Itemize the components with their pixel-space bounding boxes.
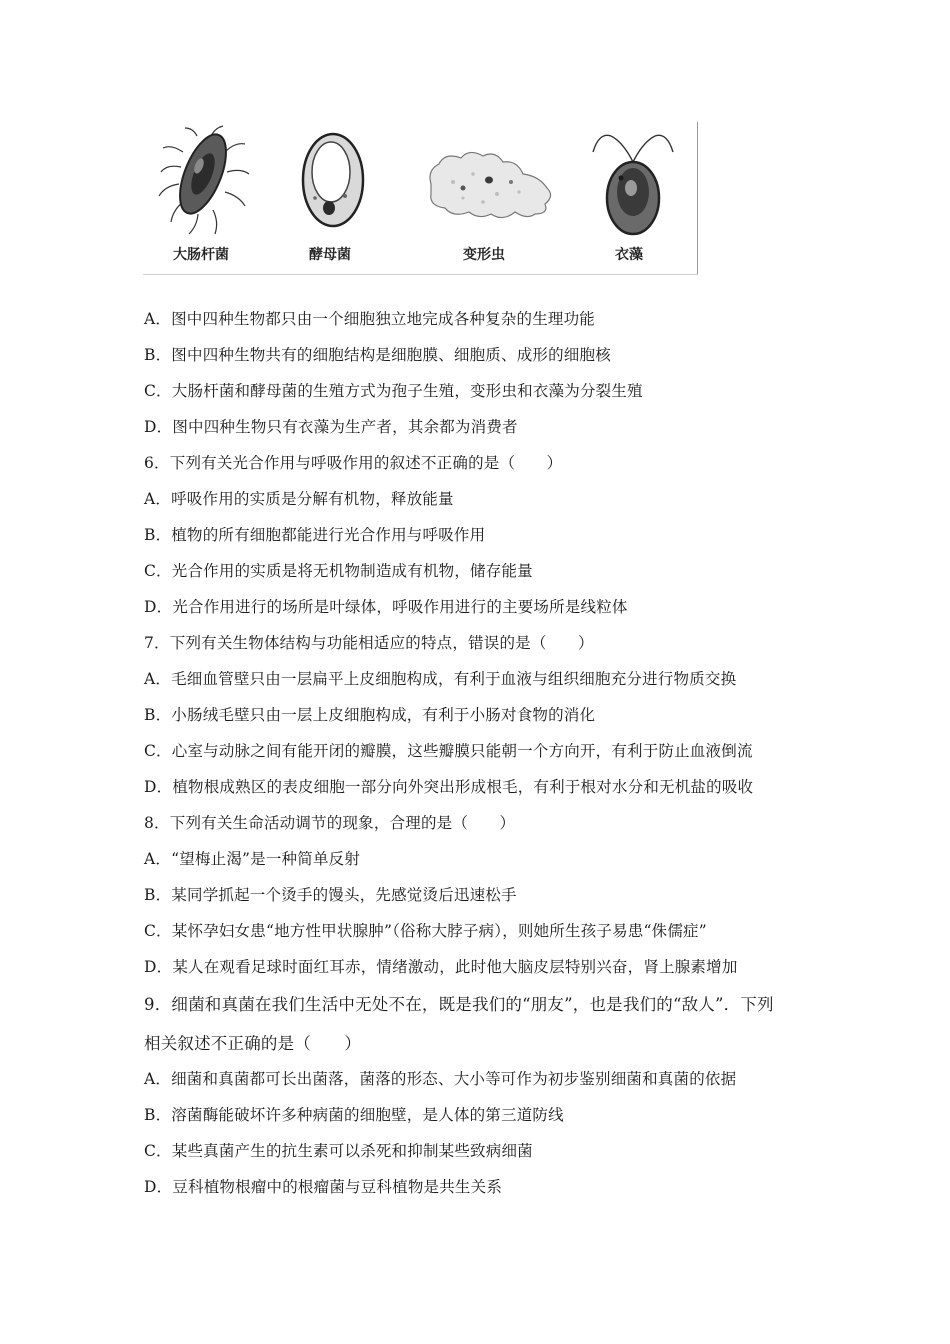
- q6-option-c: C．光合作用的实质是将无机物制造成有机物，储存能量: [144, 562, 533, 580]
- chlamydomonas-icon: [583, 122, 683, 242]
- q9-option-b: B．溶菌酶能破坏许多种病菌的细胞壁，是人体的第三道防线: [144, 1106, 564, 1124]
- yeast-cell-icon: [293, 122, 383, 242]
- q9-option-c: C．某些真菌产生的抗生素可以杀死和抑制某些致病细菌: [144, 1142, 533, 1160]
- organism-yeast: [293, 122, 383, 275]
- q5-option-a: A．图中四种生物都只由一个细胞独立地完成各种复杂的生理功能: [144, 310, 595, 328]
- q8-option-c: C．某怀孕妇女患“地方性甲状腺肿”（俗称大脖子病），则她所生孩子易患“侏儒症”: [144, 922, 707, 940]
- q8-option-d: D．某人在观看足球时面红耳赤，情绪激动，此时他大脑皮层特别兴奋，肾上腺素增加: [144, 958, 738, 976]
- q6-option-b: B．植物的所有细胞都能进行光合作用与呼吸作用: [144, 526, 486, 544]
- q9-stem-line2: 相关叙述不正确的是（ ）: [144, 1034, 362, 1053]
- q5-option-b: B．图中四种生物共有的细胞结构是细胞膜、细胞质、成形的细胞核: [144, 346, 611, 364]
- q5-option-c: C．大肠杆菌和酵母菌的生殖方式为孢子生殖，变形虫和衣藻为分裂生殖: [144, 382, 643, 400]
- organism-label: 酵母菌: [309, 247, 351, 263]
- q9-stem-line1: 9．细菌和真菌在我们生活中无处不在，既是我们的“朋友”，也是我们的“敌人”．下列: [144, 995, 774, 1014]
- q7-option-a: A．毛细血管壁只由一层扁平上皮细胞构成，有利于血液与组织细胞充分进行物质交换: [144, 670, 737, 688]
- organism-chlamydomonas: [583, 122, 683, 275]
- q6-option-a: A．呼吸作用的实质是分解有机物，释放能量: [144, 490, 454, 508]
- q7-option-c: C．心室与动脉之间有能开闭的瓣膜，这些瓣膜只能朝一个方向开，有利于防止血液倒流: [144, 742, 753, 760]
- q9-option-d: D．豆科植物根瘤中的根瘤菌与豆科植物是共生关系: [144, 1178, 503, 1196]
- organism-label: 衣藻: [615, 247, 643, 263]
- q8-option-b: B．某同学抓起一个烫手的馒头，先感觉烫后迅速松手: [144, 886, 517, 904]
- q6-stem: 6．下列有关光合作用与呼吸作用的叙述不正确的是（ ）: [144, 454, 563, 472]
- q8-stem: 8．下列有关生命活动调节的现象，合理的是（ ）: [144, 814, 516, 832]
- amoeba-icon: [423, 122, 558, 242]
- organism-label: 大肠杆菌: [173, 247, 229, 263]
- q8-option-a: A．“望梅止渴”是一种简单反射: [144, 850, 361, 868]
- q5-option-d: D．图中四种生物只有衣藻为生产者，其余都为消费者: [144, 418, 518, 436]
- q7-option-b: B．小肠绒毛壁只由一层上皮细胞构成，有利于小肠对食物的消化: [144, 706, 596, 724]
- e-coli-bacterium-icon: [153, 122, 263, 242]
- organism-e-coli: [153, 122, 263, 275]
- q7-stem: 7．下列有关生物体结构与功能相适应的特点，错误的是（ ）: [144, 634, 594, 652]
- figure-border: [697, 122, 698, 275]
- organism-label: 变形虫: [463, 247, 505, 263]
- q9-option-a: A．细菌和真菌都可长出菌落，菌落的形态、大小等可作为初步鉴别细菌和真菌的依据: [144, 1070, 737, 1088]
- organism-amoeba: [423, 122, 558, 275]
- q7-option-d: D．植物根成熟区的表皮细胞一部分向外突出形成根毛，有利于根对水分和无机盐的吸收: [144, 778, 754, 796]
- q6-option-d: D．光合作用进行的场所是叶绿体，呼吸作用进行的主要场所是线粒体: [144, 598, 628, 616]
- organisms-figure: [143, 122, 698, 275]
